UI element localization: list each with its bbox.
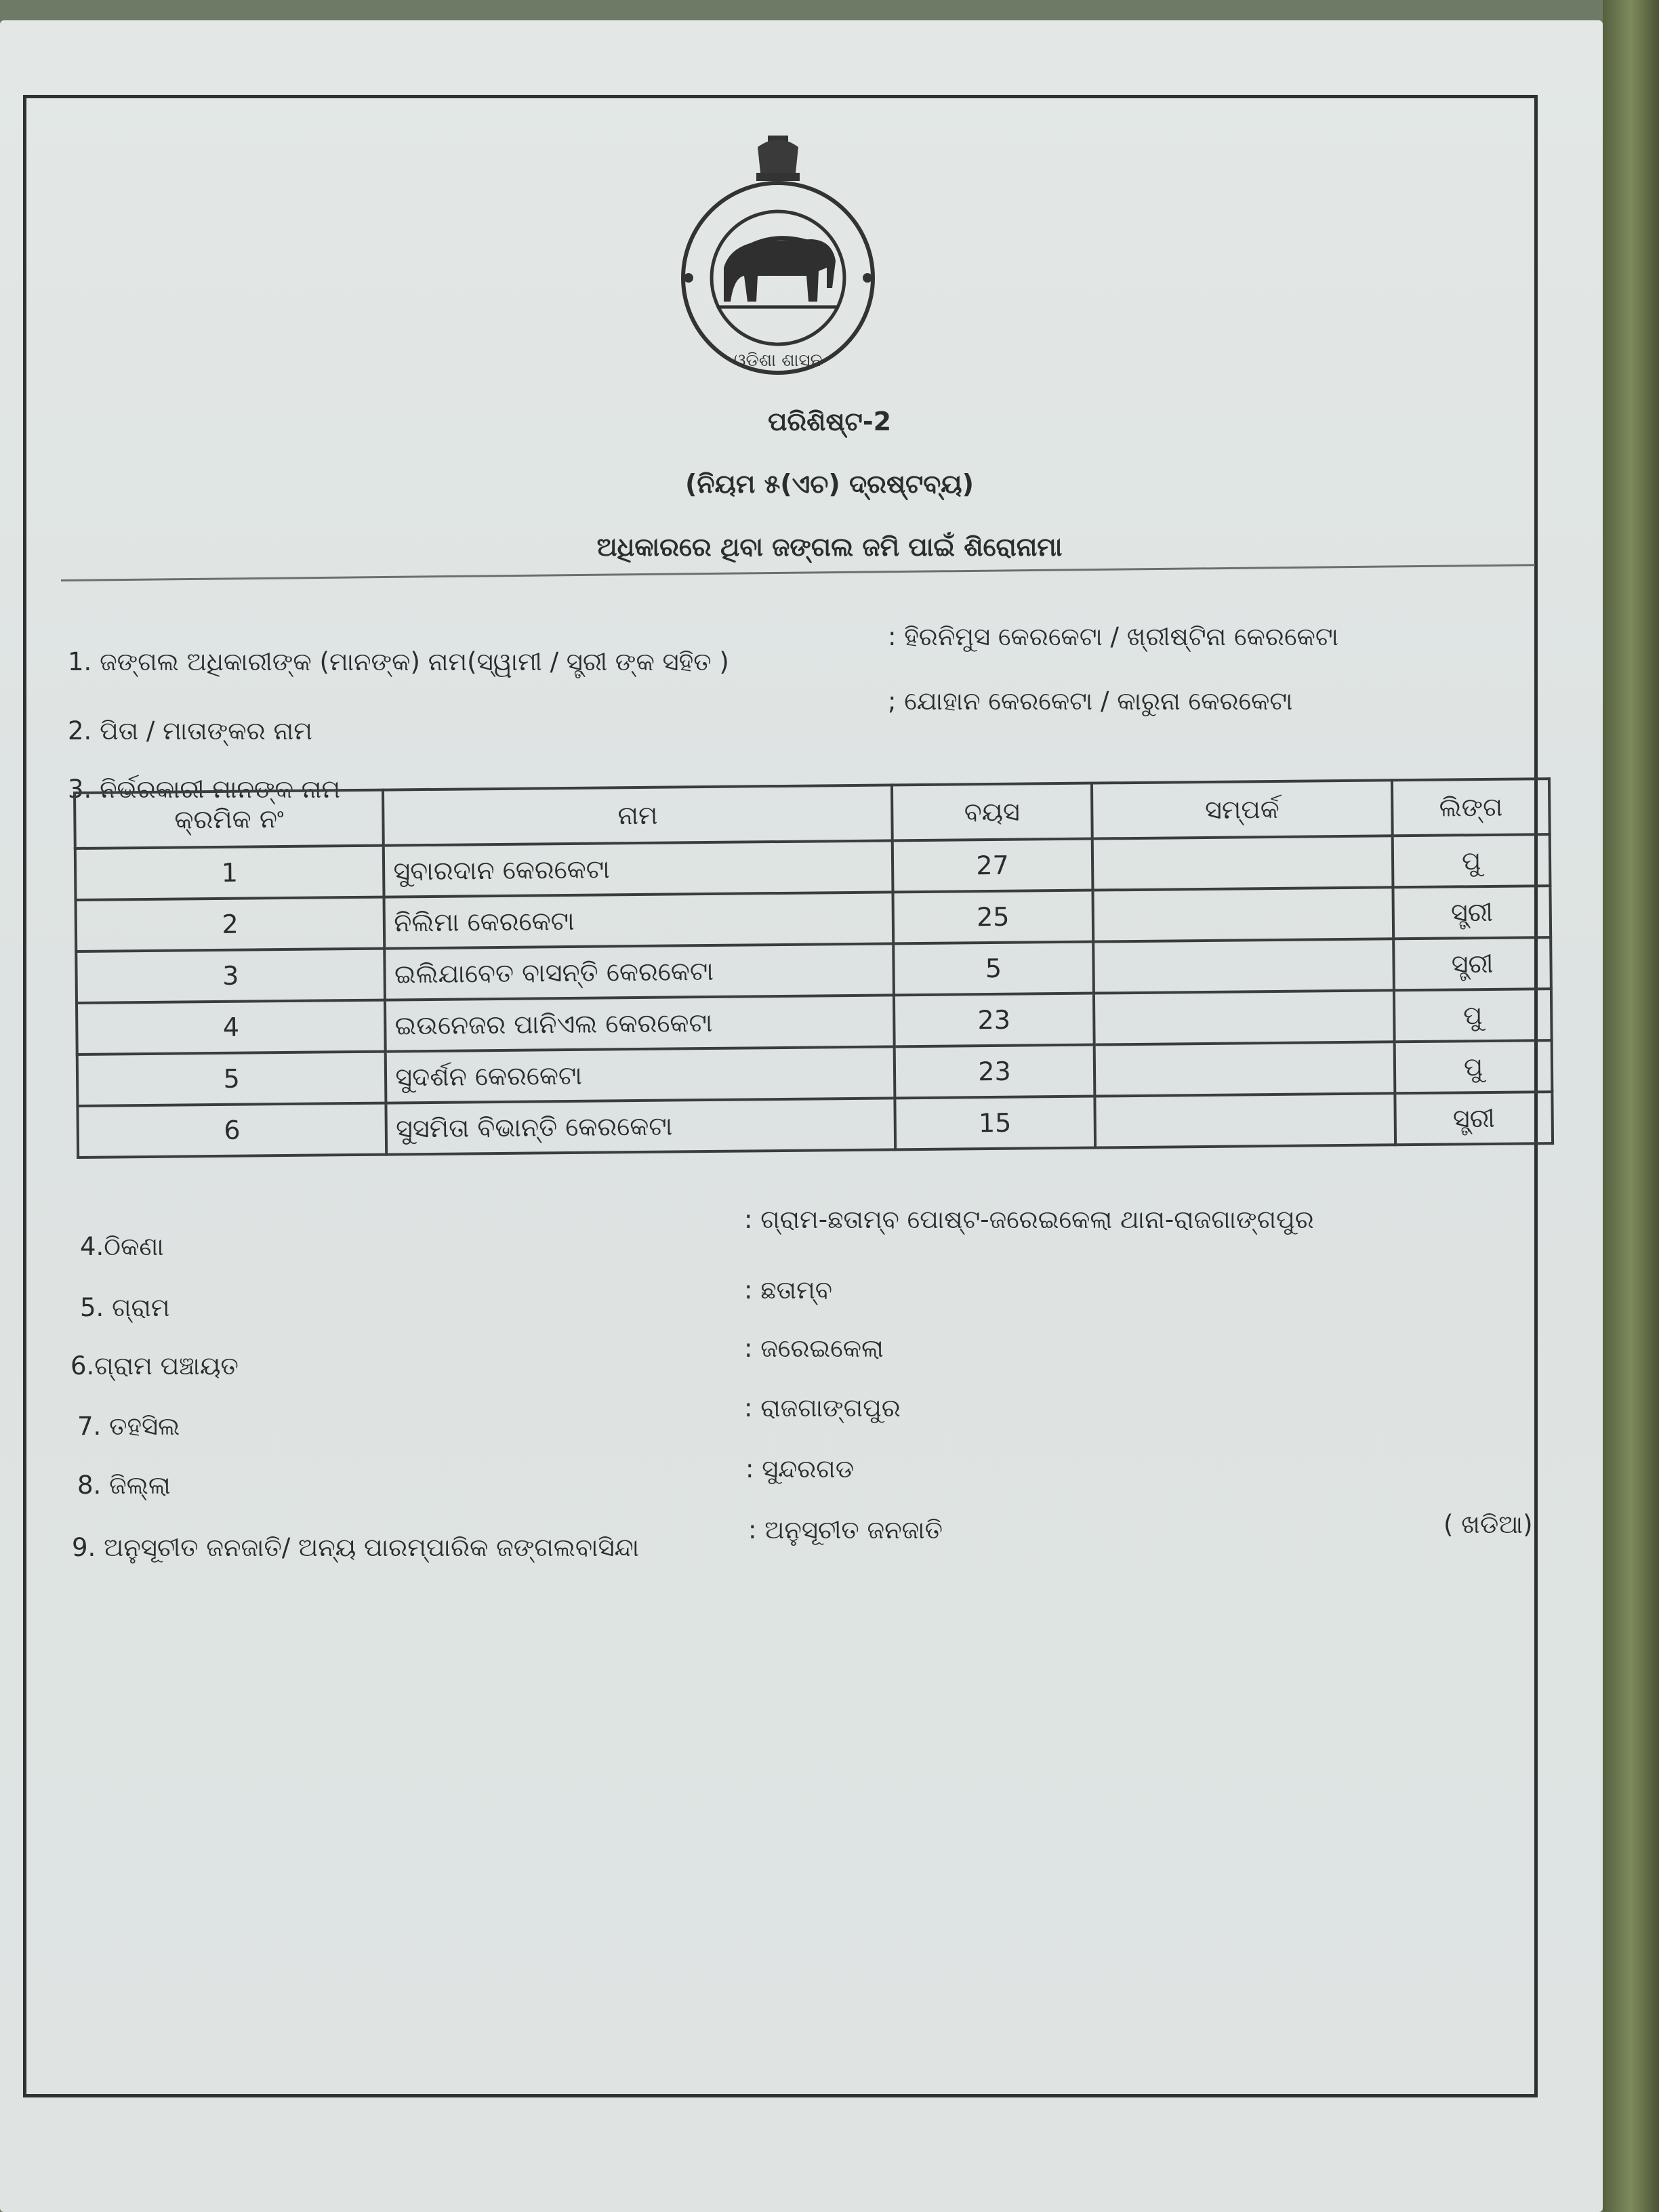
cell-name: ସୁବାରଦାନ କେରକେଟା [384, 840, 893, 897]
field-value-tribe-name: ( ଖଡିଆ) [1443, 1510, 1533, 1539]
rule-reference: (ନିୟମ ୫(ଏଚ) ଦ୍ରଷ୍ଟବ୍ୟ) [685, 469, 974, 499]
field-label-panchayat: 6.ଗ୍ରାମ ପଞ୍ଚାୟତ [70, 1351, 239, 1380]
cell-age: 23 [895, 1045, 1095, 1099]
cell-serial: 3 [76, 949, 385, 1003]
field-label-holder-name: 1. ଜଙ୍ଗଲ ଅଧିକାରୀଙ୍କ (ମାନଙ୍କ) ନାମ(ସ୍ୱାମୀ / ସ୍ତ୍ରୀ ଙ୍କ ସହିତ ) [68, 647, 729, 676]
cell-relation [1092, 887, 1393, 941]
cell-gender: ପୁ [1393, 834, 1550, 887]
cell-serial: 6 [77, 1103, 386, 1158]
cell-relation [1092, 836, 1393, 890]
field-label-dependents: 3. ନିର୍ଭରକାରୀ ମାନଙ୍କ ନାମ [68, 775, 341, 804]
field-label-tribe-category: 9. ଅନୁସୂଚୀତ ଜନଜାତି/ ଅନ୍ୟ ପାରମ୍ପାରିକ ଜଙ୍ଗଲବାସିନ୍ଦା [72, 1533, 640, 1562]
cell-relation [1094, 990, 1395, 1044]
cell-age: 25 [893, 890, 1093, 944]
cell-age: 5 [893, 942, 1094, 996]
cell-name: ସୁଦର୍ଶନ କେରକେଟା [386, 1046, 895, 1103]
field-label-address: 4.ଠିକଣା [80, 1232, 164, 1261]
col-header-serial: କ୍ରମିକ ନଂ [75, 790, 384, 848]
appendix-title: ପରିଶିଷ୍ଟ-2 [767, 407, 892, 436]
odisha-emblem-icon [676, 132, 880, 383]
background-grass [1603, 0, 1659, 2212]
cell-name: ସୁସମିତା ବିଭାନ୍ତି କେରକେଟା [386, 1098, 895, 1154]
cell-name: ଇଉନେଜର ପାନିଏଲ କେରକେଟା [385, 995, 894, 1051]
field-value-panchayat: : ଜରେଇକେଲା [744, 1334, 884, 1363]
cell-serial: 4 [77, 1000, 386, 1054]
cell-serial: 2 [76, 897, 385, 951]
field-value-tribe-category: : ଅନୁସୂଚୀତ ଜନଜାତି [748, 1515, 943, 1544]
field-value-district: : ସୁନ୍ଦରଗଡ [745, 1454, 855, 1483]
field-label-tehsil: 7. ତହସିଲ [77, 1412, 180, 1441]
emblem-bottom-text: ଓଡ଼ିଶା ଶାସନ [733, 350, 823, 371]
cell-relation [1093, 939, 1394, 993]
cell-name: ନିଲିମା କେରକେଟା [384, 892, 893, 948]
cell-age: 15 [895, 1097, 1095, 1150]
field-label-parent-name: 2. ପିତା / ମାତାଙ୍କର ନାମ [68, 716, 312, 745]
cell-gender: ସ୍ତ୍ରୀ [1393, 937, 1551, 990]
field-value-tehsil: : ରାଜଗାଙ୍ଗପୁର [744, 1393, 901, 1422]
field-value-village: : ଛତାମ୍ବ [744, 1275, 833, 1305]
cell-age: 27 [893, 839, 1093, 893]
dependents-table [73, 777, 1554, 1159]
col-header-gender: ଲିଙ୍ଗ [1392, 779, 1550, 836]
field-label-village: 5. ଗ୍ରାମ [80, 1293, 170, 1322]
cell-serial: 5 [77, 1052, 386, 1106]
col-header-age: ବୟସ [892, 783, 1092, 841]
col-header-relation: ସମ୍ପର୍କ [1092, 780, 1393, 838]
cell-relation [1094, 1042, 1395, 1096]
cell-gender: ପୁ [1394, 989, 1551, 1042]
cell-age: 23 [894, 994, 1094, 1047]
cell-relation [1094, 1093, 1395, 1147]
field-value-address: : ଗ୍ରାମ-ଛତାମ୍ବ ପୋଷ୍ଟ-ଜରେଇକେଲା ଥାନା-ରାଜଗାଙ୍ଗପୁର [744, 1205, 1314, 1234]
cell-gender: ପୁ [1395, 1040, 1552, 1093]
field-value-holder-name: : ହିରନିମୁସ କେରକେଟା / ଖ୍ରୀଷ୍ଟିନା କେରକେଟା [888, 622, 1338, 651]
field-label-district: 8. ଜିଲ୍ଲା [77, 1471, 171, 1500]
document-title: ଅଧିକାରରେ ଥିବା ଜଙ୍ଗଲ ଜମି ପାଇଁ ଶିରୋନାମା [596, 532, 1063, 562]
cell-serial: 1 [75, 846, 384, 900]
cell-name: ଇଲିଯାବେତ ବାସନ୍ତି କେରକେଟା [385, 943, 894, 1000]
col-header-name: ନାମ [383, 785, 892, 845]
field-value-parent-name: ; ଯୋହାନ କେରକେଟା / କାରୁନା କେରକେଟା [888, 687, 1293, 716]
cell-gender: ସ୍ତ୍ରୀ [1395, 1092, 1553, 1145]
cell-gender: ସ୍ତ୍ରୀ [1393, 886, 1551, 939]
